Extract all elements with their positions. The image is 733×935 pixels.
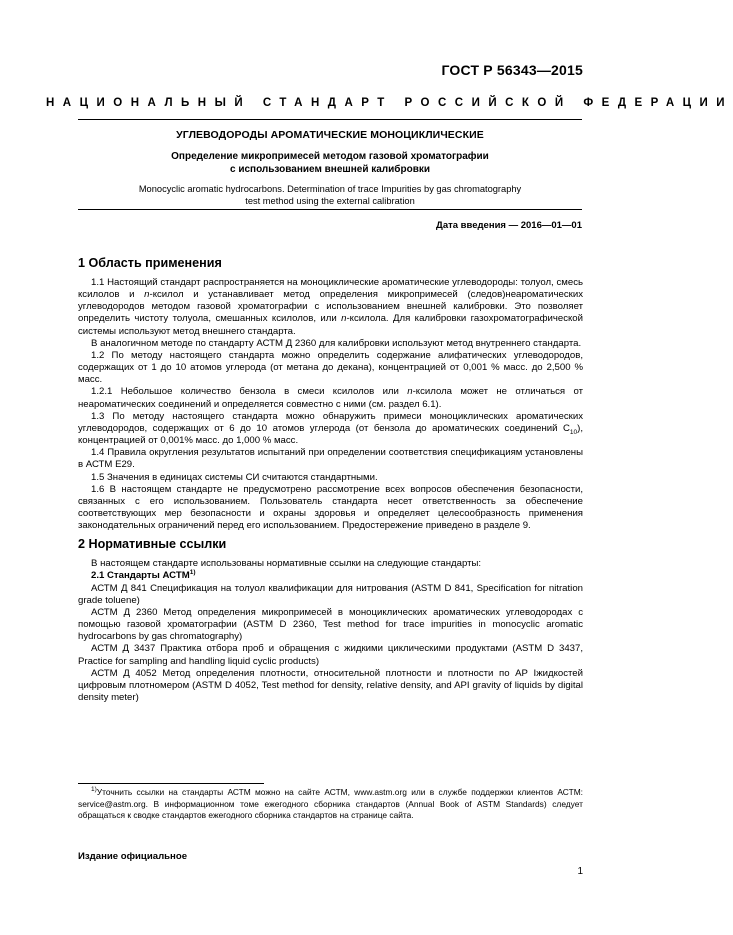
reference-astm-d2360: АСТМ Д 2360 Метод определения микропримесей в моноциклических ароматических углеводородах с помощью газовой хроматографии (ASTM D 2360, Test method for trace impurities in monocyclic aromatic hydrocarbons by gas chromatography): [78, 606, 583, 643]
astm-standards-heading: 2.1 Стандарты АСТМ: [91, 570, 190, 582]
paragraph-1-3: [78, 411, 583, 447]
subtitle-line-2: с использованием внешней калибровки: [229, 164, 431, 175]
footnote-ref-marker: 1): [189, 569, 196, 577]
title-divider-bottom: [78, 209, 582, 210]
section-1-heading: 1 Область применения: [78, 256, 222, 270]
standard-number: ГОСТ Р 56343—2015: [441, 62, 583, 78]
section-2-heading: 2 Нормативные ссылки: [78, 537, 227, 552]
footnote: [78, 787, 583, 822]
english-title-line-2: test method using the external calibration: [245, 196, 415, 206]
paragraph-analog: В аналогичном методе по стандарту АСТМ Д 2360 для калибровки используют метод внутреннего стандарта.: [91, 337, 582, 349]
p1-3-text-a: 1.3 По методу настоящего стандарта можно обнаружить примеси моноциклических ароматических углеводородов, содержащих от 6 до 10 атомов углерода (от бензола до ароматических соединений С: [78, 410, 583, 434]
reference-astm-d4052: АСТМ Д 4052 Метод определения плотности, относительной плотности и плотности по АР Іжидкостей цифровым плотномером (ASTM D 4052, Test method for density, relative density, and API gravity of liquids by digital density meter): [78, 667, 583, 703]
p1-1-text-a: 1.1 Настоящий стандарт распространяется на моноциклические ароматические углеводороды: толуол, смесь ксилолов и: [78, 277, 583, 301]
official-edition-label: Издание официальное: [78, 851, 188, 862]
footnote-marker: 1): [91, 786, 97, 794]
footnote-text: Уточнить ссылки на стандарты АСТМ можно на сайте АСТМ, www.astm.org или в службе поддержки клиентов АСТМ: service@astm.org. В информационном томе ежегодного сборника стандартов (Annual Book of ASTM Standards) следует обращаться к сводке стандартов ежегодного сборника стандартов на странице сайта.: [78, 787, 583, 820]
p1-1-italic-n2: n: [341, 313, 347, 325]
english-title: [78, 183, 582, 207]
reference-astm-d3437: АСТМ Д 3437 Практика отбора проб и обращения с жидкими циклическими продуктами (ASTM D 3437, Practice for sampling and handling liquid cyclic products): [78, 643, 583, 667]
p1-1-text-e: -ксилола. Для калибровки газохроматографической системы используют метод внешнего стандарта.: [78, 313, 583, 337]
footnote-divider: [78, 783, 264, 784]
title-divider-top: [78, 119, 582, 120]
national-standard-banner: НАЦИОНАЛЬНЫЙ СТАНДАРТ РОССИЙСКОЙ ФЕДЕРАЦИИ: [46, 97, 733, 109]
subtitle-line-1: Определение микропримесей методом газовой хроматографии: [171, 151, 489, 162]
paragraph-1-2-1: [78, 386, 583, 410]
p1-3-text-b: ), концентрацией от 0,001% масс. до 1,000 % масс.: [78, 422, 583, 447]
page-number: 1: [577, 866, 583, 877]
reference-astm-d841: АСТМ Д 841 Спецификация на толуол квалификации для нитрования (ASTM D 841, Specification for nitration grade toluene): [78, 582, 583, 606]
document-body: [78, 256, 583, 704]
paragraph-1-1: [78, 277, 583, 338]
section-2-1-heading: [78, 570, 583, 582]
document-title: УГЛЕВОДОРОДЫ АРОМАТИЧЕСКИЕ МОНОЦИКЛИЧЕСКИЕ: [176, 129, 484, 141]
p1-2-1-italic-n: n: [407, 386, 413, 398]
introduction-date: Дата введения — 2016—01—01: [436, 220, 582, 231]
paragraph-1-6: 1.6 В настоящем стандарте не предусмотрено рассмотрение всех вопросов обеспечения безопасности, связанных с его использованием. Пользователь стандарта несет ответственность за обеспечение соответствующих мер безопасности и охраны здоровья и определяет целесообразность применения законодательных ограничений перед его использованием. Предостережение приведено в разделе 9.: [78, 483, 583, 532]
p1-3-subscript: 10: [569, 428, 578, 436]
paragraph-1-4: 1.4 Правила округления результатов испытаний при определении соответствия спецификациям установлены в АСТМ Е29.: [78, 447, 583, 471]
p1-2-1-text-c: -ксилола может не отличаться от неароматических соединений и определяется совместно с ними (см. раздел 6.1).: [78, 386, 583, 410]
p1-1-italic-n: n: [144, 289, 150, 301]
section-2-intro: В настоящем стандарте использованы нормативные ссылки на следующие стандарты:: [91, 558, 482, 570]
document-subtitle: [78, 150, 582, 176]
paragraph-1-5: 1.5 Значения в единицах системы СИ считаются стандартными.: [91, 471, 378, 483]
p1-2-1-text-a: 1.2.1 Небольшое количество бензола в смеси ксилолов или: [91, 386, 408, 398]
paragraph-1-2: 1.2 По методу настоящего стандарта можно определить содержание алифатических углеводородов, содержащих от 1 до 10 атомов углерода (от метана до декана), концентрацией от 0,001 % масс. до 2,500 % масс.: [78, 349, 583, 386]
english-title-line-1: Monocyclic aromatic hydrocarbons. Determination of trace Impurities by gas chromatography: [138, 184, 522, 194]
p1-1-text-c: -ксилол и устанавливает метод определения микропримесей (следов)неароматических углеводородов методом газовой хроматографии с использованием внешней калибровки. Это позволяет определить чистоту толуола, смешанных ксилолов, или: [78, 289, 584, 325]
